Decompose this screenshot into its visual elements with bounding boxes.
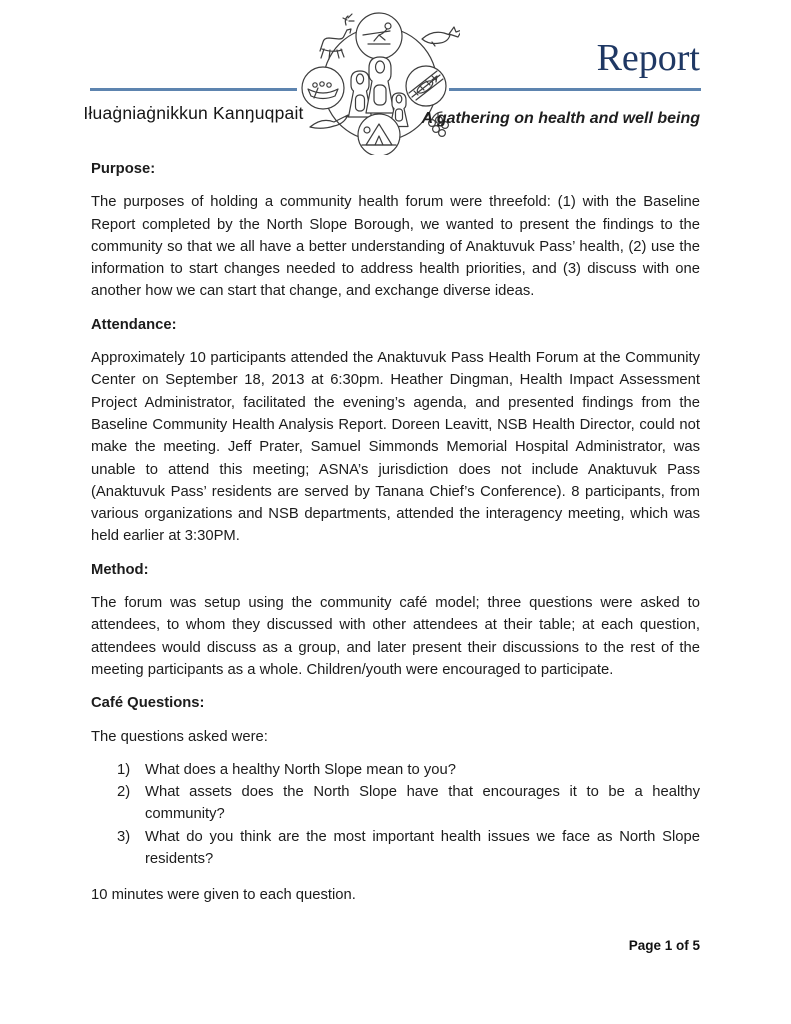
list-number: 2) [117,784,131,801]
list-item-text: What do you think are the most important health issues we face as North Slope residents? [145,828,700,868]
section-heading-attendance: Attendance: [91,316,177,333]
list-number: 1) [117,761,131,778]
community-seal-logo [296,5,460,155]
list-item-text: What does a healthy North Slope mean to you? [145,761,456,778]
cafe-questions-list [91,759,700,870]
header-rule-right [449,88,701,91]
section-heading-cafe-questions: Café Questions: [91,695,205,712]
section-heading-method: Method: [91,561,149,578]
document-body [91,158,700,918]
header-rule-left [90,88,297,91]
list-item-text: What assets does the North Slope have that encourages it to be a healthy community? [145,784,700,823]
page-number: Page 1 of 5 [628,938,700,953]
section-paragraph-attendance: Approximately 10 participants attended the Anaktuvuk Pass Health Forum at the Community Center on September 18, 2013 at 6:30pm. Heather Dingman, Health Impact Assessment Project Administrator, facilitated the evening’s agenda, and presented findings from the Baseline Community Health Analysis Report. Doreen Leavitt, NSB Health Director, could not make the meeting. Jeff Prater, Samuel Simmonds Memorial Hospital Administrator, was unable to attend this meeting; ASNA’s jurisdiction does not include Anaktuvuk Pass (Anaktuvuk Pass’ residents are served by Tanana Chief’s Conference). 8 participants, from various organizations and NSB departments, attended the interagency meeting, which was held earlier at 3:30PM. [91,350,700,545]
section-paragraph-purpose: The purposes of holding a community health forum were threefold: (1) with the Baseline Report completed by the North Slope Borough, we wanted to present the findings to the community so that we all have a better understanding of Anaktuvuk Pass’ health, (2) use the information to start changes needed to address health priorities, and (3) discuss with one another how we can start that change, and exchange diverse ideas. [91,194,700,300]
list-item [91,759,700,781]
list-item [91,781,700,826]
list-item [91,826,700,871]
section-paragraph-method: The forum was setup using the community café model; three questions were asked to attendees, to whom they discussed with other attendees at their table; at each question, attendees would discuss as a group, and later present their discussions to the rest of the meeting participants as a whole. Children/youth were encouraged to participate. [91,595,700,678]
list-number: 3) [117,828,131,845]
header-tagline: A gathering on health and well being [421,110,700,127]
report-title: Report [596,37,700,79]
cafe-questions-closing: 10 minutes were given to each question. [91,887,356,904]
cafe-questions-intro: The questions asked were: [91,728,268,745]
section-heading-purpose: Purpose: [91,161,156,177]
org-name: Iłuaġniaġnikkun Kanŋuqpait [83,103,304,123]
